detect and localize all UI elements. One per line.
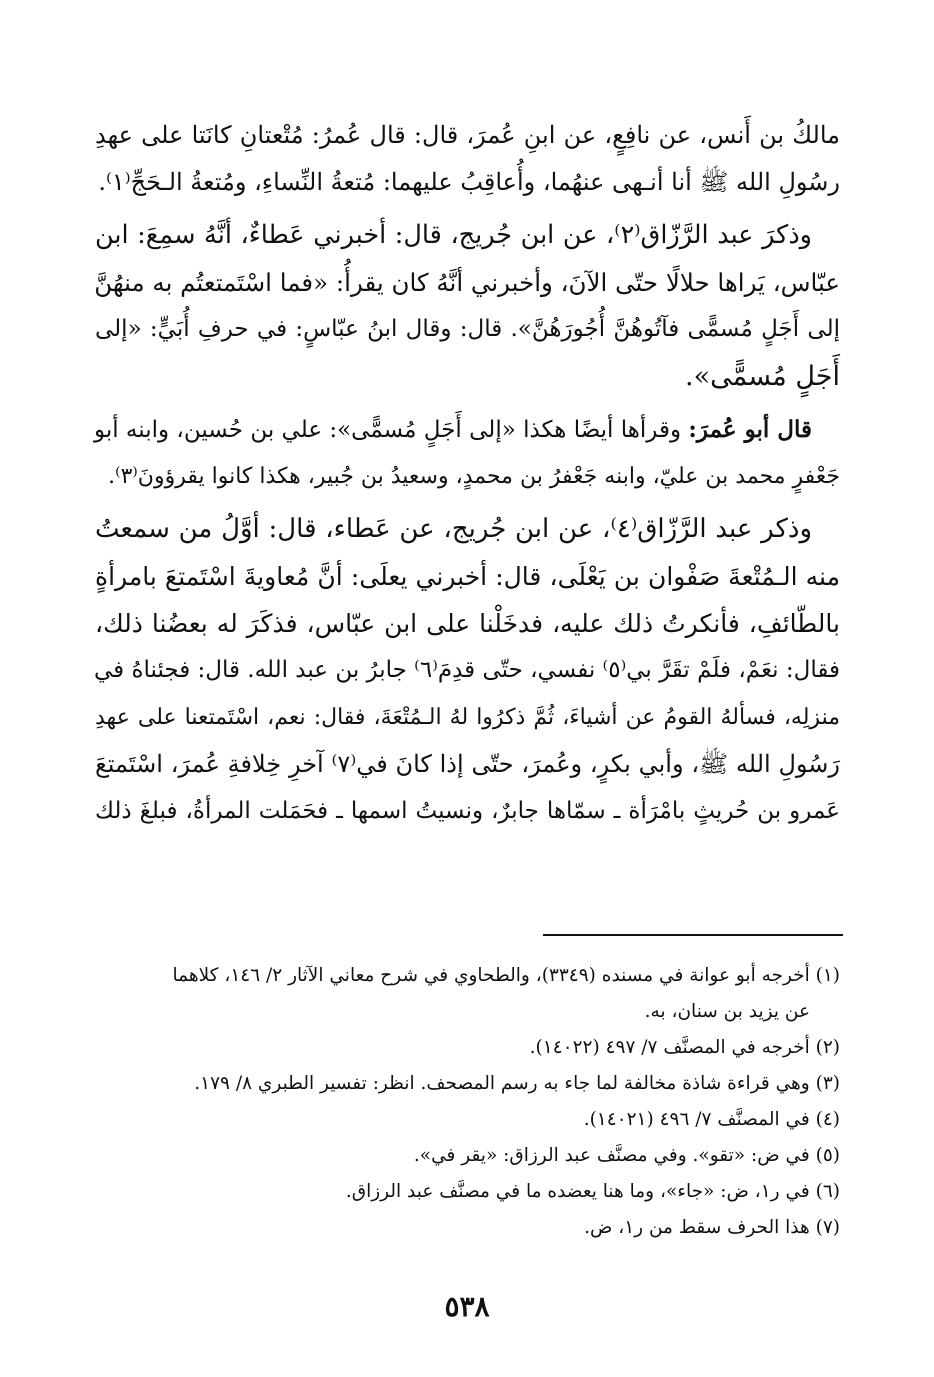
page-number: ٥٣٨: [444, 1290, 490, 1323]
footnote-7: (٧) هذا الحرف سقط من ر١، ض.: [584, 1217, 840, 1238]
footnote-1: (١) أخرجه أبو عوانة في مسنده (٣٣٤٩)، والطحاوي في شرح معاني الآثار ٢/ ١٤٦، كلاهما: [172, 965, 840, 986]
text-line-10: منه الـمُتْعةَ صَفْوان بن يَعْلَى، قال: أخبرني يعلَى: أنَّ مُعاويةَ اسْتَمتعَ بامرأةٍ: [95, 562, 840, 591]
footnotes: [95, 958, 840, 1246]
text-line-8: جَعْفرٍ محمد بن عليّ، وابنه جَعْفرُ بن محمدٍ، وسعيدُ بن جُبير، هكذا كانوا يقرؤونَ⁽٣⁾.: [108, 464, 840, 489]
text-line-15: عَمرو بن حُريثٍ بامْرَأة ـ سمّاها جابرٌ، ونسيتُ اسمها ـ فحَمَلت المرأةُ، فبلغَ ذلك: [95, 798, 840, 824]
text-line-11: بالطّائفِ، فأنكرتُ ذلك عليه، فدخَلْنا على ابن عبّاس، فذكَرَ له بعضُنا ذلك،: [95, 609, 840, 638]
text-line-3: وذكرَ عبد الرَّزّاق⁽٢⁾، عن ابن جُريج، قال: أخبرني عَطاءٌ، أنَّهُ سمِعَ: ابن: [95, 220, 812, 250]
text-line-7: [95, 406, 840, 453]
footnote-3: (٣) وهي قراءة شاذة مخالفة لما جاء به رسم المصحف. انظر: تفسير الطبري ٨/ ١٧٩.: [194, 1073, 840, 1094]
footnote-1-continued: عن يزيد بن سنان، به.: [644, 1001, 810, 1022]
text-line-1: مالكُ بن أَنس، عن نافِعٍ، عن ابنِ عُمرَ، قال: قال عُمرُ: مُتْعتانِ كانَتا على عهدِ: [95, 121, 840, 149]
text-line-5: إلى أَجَلٍ مُسمًّى فآتُوهُنَّ أُجُورَهُنَّ». قال: وقال ابنُ عبّاسٍ: في حرفِ أُبَيٍّ: «إلى: [95, 316, 840, 342]
text-line-7-rest: وقرأها أيضًا هكذا «إلى أَجَلٍ مُسمًّى»: علي بن حُسين، وابنه أبو: [93, 417, 682, 443]
footnote-2: (٢) أخرجه في المصنَّف ٧/ ٤٩٧ (١٤٠٢٢).: [529, 1037, 840, 1058]
text-line-12: فقال: نعَمْ، فلَمْ تقَرَّ بي⁽٥⁾ نفسي، حتّى قدِمَ⁽٦⁾ جابرُ بن عبد الله. قال: فجئناهُ في: [93, 657, 840, 683]
text-line-6: أَجَلٍ مُسمًّى».: [685, 361, 840, 392]
text-line-2: رسُولِ الله ﷺ أنا أنـهى عنهُما، وأُعاقِبُ عليهما: مُتعةُ النِّساءِ، ومُتعةُ الـحَجِّ⁽١⁾.: [98, 168, 840, 196]
text-line-14: رَسُولِ الله ﷺ، وأبي بكرٍ، وعُمرَ، حتّى إذا كانَ في⁽٧⁾ آخرِ خِلافةِ عُمرَ، اسْتَمتعَ: [95, 750, 841, 778]
main-text: [95, 112, 840, 835]
footnote-4: (٤) في المصنَّف ٧/ ٤٩٦ (١٤٠٢١).: [583, 1109, 840, 1130]
text-line-9: وذكر عبد الرَّزّاق⁽٤⁾، عن ابن جُريج، عن عَطاء، قال: أوَّلُ من سمعتُ: [95, 514, 812, 544]
footnote-5: (٥) في ض: «تقو». وفي مصنَّف عبد الرزاق: «يقر في».: [413, 1145, 840, 1166]
footnote-6: (٦) في ر١، ض: «جاء»، وما هنا يعضده ما في مصنَّف عبد الرزاق.: [345, 1181, 840, 1202]
text-line-13: منزلِه، فسألهُ القومُ عن أشياءَ، ثُمَّ ذكرُوا لهُ الـمُتْعَةَ، فقال: نعم، اسْتَمتعنا على عهدِ: [95, 705, 840, 730]
author-lead: قال أبو عُمرَ:: [688, 416, 812, 443]
footnote-divider: [543, 934, 843, 936]
text-line-4: عبّاس، يَراها حلالًا حتّى الآنَ، وأخبرني أنَّهُ كان يقرأُ: «فما اسْتَمتعتُم به منهُنَّ: [94, 268, 840, 297]
